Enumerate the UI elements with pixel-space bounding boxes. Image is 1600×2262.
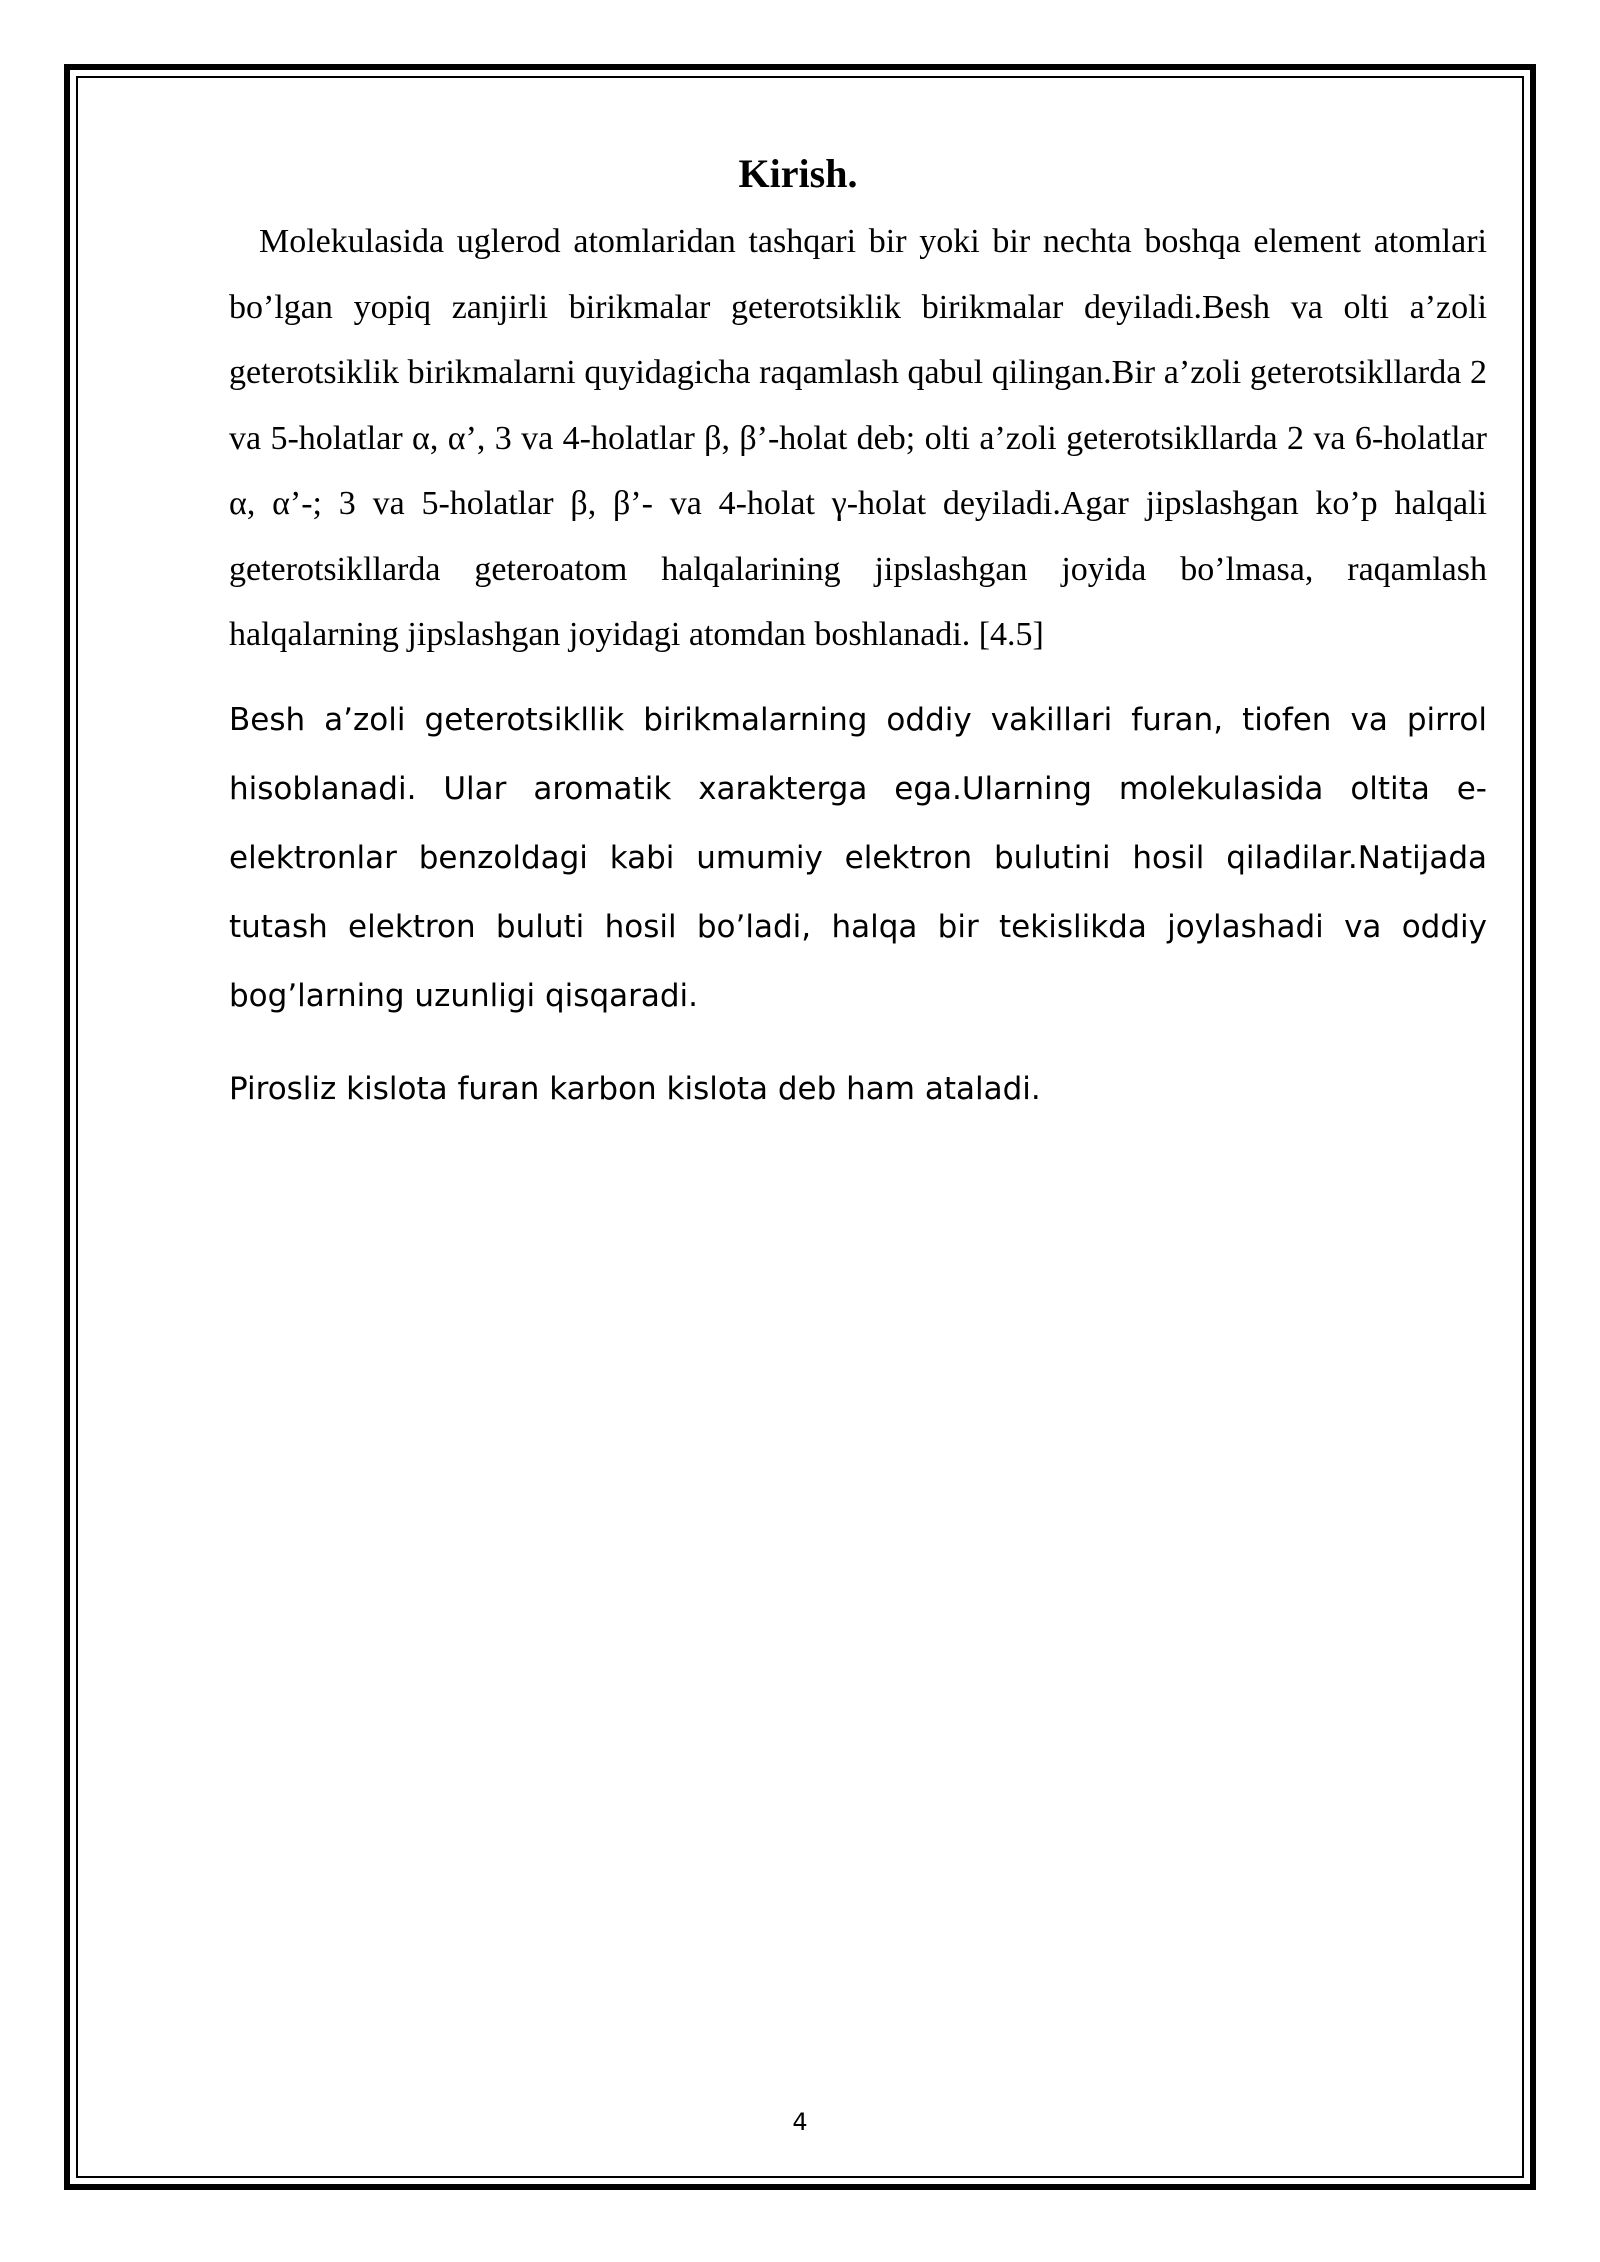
document-body [229, 150, 1487, 1124]
document-title: Kirish. [738, 151, 858, 196]
paragraph-intro: Molekulasida uglerod atomlaridan tashqari bir yoki bir nechta boshqa element atomlari bo’lgan yopiq zanjirli birikmalar geterotsiklik birikmalar deyiladi.Besh va olti a’zoli geterotsiklik birikmalarni quyidagicha raqamlash qabul qilingan.Bir a’zoli geterotsikllarda 2 va 5-holatlar α, α’, 3 va 4-holatlar β, β’-holat deb; olti a’zoli geterotsikllarda 2 va 6-holatlar α, α’-; 3 va 5-holatlar β, β’- va 4-holat γ-holat deyiladi.Agar jipslashgan ko’p halqali geterotsikllarda geteroatom halqalarining jipslashgan joyida bo’lmasa, raqamlash halqalarning jipslashgan joyidagi atomdan boshlanadi. [4.5] [229, 223, 1487, 653]
paragraph-five-membered: Besh a’zoli geterotsikllik birikmalarning oddiy vakillari furan, tiofen va pirrol hisoblanadi. Ular aromatik xarakterga ega.Ularning molekulasida oltita e-elektronlar benzoldagi kabi umumiy elektron bulutini hosil qiladilar.Natijada tutash elektron buluti hosil bo’ladi, halqa bir tekislikda joylashadi va oddiy bog’larning uzunligi qisqaradi. [229, 701, 1487, 1014]
page-number: 4 [792, 2108, 808, 2136]
paragraph-pyromucic-acid: Pirosliz kislota furan karbon kislota deb ham ataladi. [229, 1070, 1041, 1107]
